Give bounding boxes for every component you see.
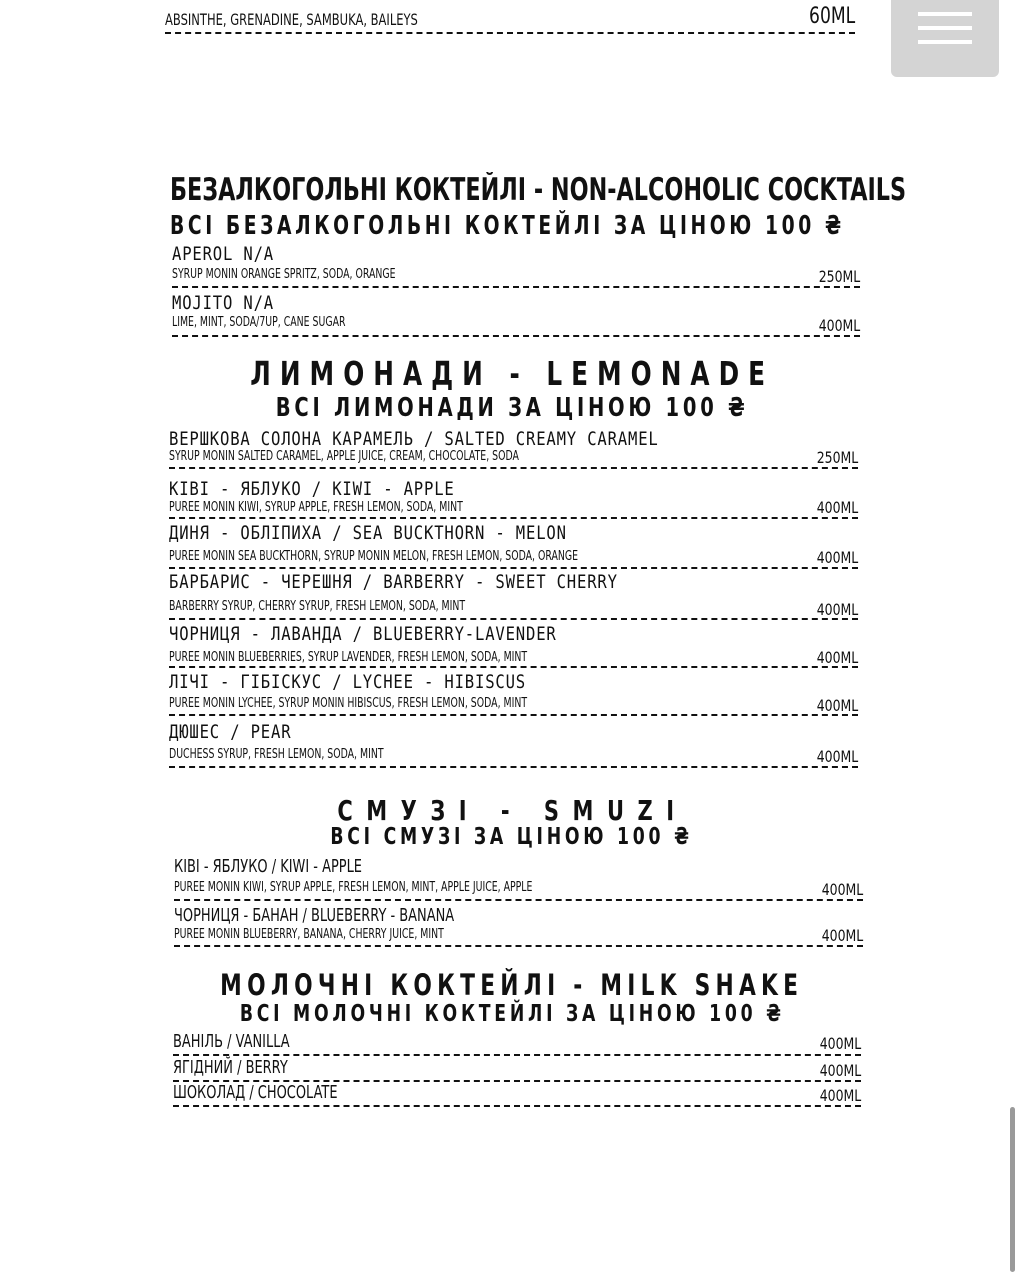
dashed-divider bbox=[165, 32, 855, 34]
item-description: PUREE MONIN SEA BUCKTHORN, SYRUP MONIN MELON, FRESH LEMON, SODA, ORANGE bbox=[169, 549, 579, 564]
item-description: LIME, MINT, SODA/7UP, CANE SUGAR bbox=[172, 315, 346, 330]
dashed-divider bbox=[174, 899, 863, 901]
item-name: ЯГІДНИЙ / BERRY bbox=[173, 1057, 288, 1078]
list-item bbox=[173, 1082, 861, 1108]
item-volume: 400ML bbox=[816, 498, 858, 517]
item-name: ШОКОЛАД / CHOCOLATE bbox=[173, 1082, 338, 1103]
list-item bbox=[169, 671, 858, 717]
section-subtitle: ВСІ МОЛОЧНІ КОКТЕЙЛІ ЗА ЦІНОЮ 100 ₴ bbox=[239, 1001, 785, 1027]
item-description: SYRUP MONIN SALTED CARAMEL, APPLE JUICE, CREAM, CHOCOLATE, SODA bbox=[169, 449, 519, 464]
dashed-divider bbox=[173, 1105, 861, 1107]
section-title: МОЛОЧНІ КОКТЕЙЛІ - MILK SHAKE bbox=[220, 968, 804, 1002]
item-volume: 400ML bbox=[819, 1061, 861, 1080]
item-description: SYRUP MONIN ORANGE SPRITZ, SODA, ORANGE bbox=[172, 267, 396, 282]
dashed-divider bbox=[173, 1054, 861, 1056]
item-name: ЧОРНИЦЯ - БАНАН / BLUEBERRY - BANANA bbox=[174, 905, 455, 926]
dashed-divider bbox=[169, 666, 858, 668]
item-volume: 400ML bbox=[821, 926, 863, 945]
list-item bbox=[174, 856, 863, 902]
item-volume: 400ML bbox=[818, 316, 860, 335]
list-item bbox=[169, 571, 858, 621]
item-description: BARBERRY SYRUP, CHERRY SYRUP, FRESH LEMON, SODA, MINT bbox=[169, 599, 466, 614]
list-item bbox=[169, 721, 858, 769]
section-title: ЛИМОНАДИ - LEMONADE bbox=[250, 354, 774, 393]
item-volume: 250ML bbox=[816, 448, 858, 467]
section-title: СМУЗІ - SMUZI bbox=[336, 794, 688, 827]
item-description: DUCHESS SYRUP, FRESH LEMON, SODA, MINT bbox=[169, 747, 384, 762]
item-name: ДИНЯ - ОБЛІПИХА / SEA BUCKTHORN - MELON bbox=[169, 522, 567, 544]
item-name: КІВІ - ЯБЛУКО / KIWI - APPLE bbox=[169, 478, 455, 500]
item-name: ЧОРНИЦЯ - ЛАВАНДА / BLUEBERRY-LAVENDER bbox=[169, 623, 557, 645]
item-description: PUREE MONIN BLUEBERRY, BANANA, CHERRY JUICE, MINT bbox=[174, 927, 444, 942]
menu-button[interactable] bbox=[891, 0, 999, 77]
item-name: КІВІ - ЯБЛУКО / KIWI - APPLE bbox=[174, 856, 362, 877]
item-volume: 400ML bbox=[816, 648, 858, 667]
item-description: ABSINTHE, GRENADINE, SAMBUKA, BAILEYS bbox=[165, 10, 418, 29]
list-item bbox=[169, 623, 858, 669]
item-description: PUREE MONIN LYCHEE, SYRUP MONIN HIBISCUS, FRESH LEMON, SODA, MINT bbox=[169, 696, 528, 711]
item-volume: 400ML bbox=[819, 1086, 861, 1105]
section-subtitle: ВСІ ЛИМОНАДИ ЗА ЦІНОЮ 100 ₴ bbox=[275, 393, 749, 423]
list-item bbox=[169, 428, 858, 470]
item-name: MOJITO N/A bbox=[172, 292, 275, 314]
item-name: APEROL N/A bbox=[172, 243, 275, 265]
item-description: PUREE MONIN KIWI, SYRUP APPLE, FRESH LEMON, MINT, APPLE JUICE, APPLE bbox=[174, 880, 533, 895]
item-volume: 60ML bbox=[808, 4, 855, 29]
item-volume: 400ML bbox=[816, 548, 858, 567]
scrollbar[interactable] bbox=[1010, 1107, 1015, 1272]
item-description: PUREE MONIN BLUEBERRIES, SYRUP LAVENDER, FRESH LEMON, SODA, MINT bbox=[169, 650, 528, 665]
item-volume: 250ML bbox=[818, 267, 860, 286]
list-item bbox=[169, 478, 858, 520]
item-volume: 400ML bbox=[816, 696, 858, 715]
dashed-divider bbox=[169, 467, 858, 469]
dashed-divider bbox=[169, 517, 858, 519]
dashed-divider bbox=[172, 286, 860, 288]
item-description: PUREE MONIN KIWI, SYRUP APPLE, FRESH LEMON, SODA, MINT bbox=[169, 500, 463, 515]
list-item bbox=[172, 243, 860, 289]
item-volume: 400ML bbox=[821, 880, 863, 899]
list-item bbox=[173, 1031, 861, 1057]
list-item bbox=[174, 905, 863, 947]
item-volume: 400ML bbox=[816, 600, 858, 619]
dashed-divider bbox=[169, 766, 858, 768]
dashed-divider bbox=[172, 335, 860, 337]
list-item bbox=[169, 522, 858, 570]
dashed-divider bbox=[169, 567, 858, 569]
item-name: ЛІЧІ - ГІБІСКУС / LYCHEE - HIBISCUS bbox=[169, 671, 527, 693]
item-name: ВЕРШКОВА СОЛОНА КАРАМЕЛЬ / SALTED CREAMY CARAMEL bbox=[169, 428, 659, 450]
section-subtitle: ВСІ СМУЗІ ЗА ЦІНОЮ 100 ₴ bbox=[330, 824, 694, 850]
list-item bbox=[173, 1057, 861, 1083]
item-name: ВАНІЛЬ / VANILLA bbox=[173, 1031, 290, 1052]
list-item bbox=[172, 292, 860, 338]
item-volume: 400ML bbox=[819, 1034, 861, 1053]
item-name: БАРБАРИС - ЧЕРЕШНЯ / BARBERRY - SWEET CHERRY bbox=[169, 571, 618, 593]
section-subtitle: ВСІ БЕЗАЛКОГОЛЬНІ КОКТЕЙЛІ ЗА ЦІНОЮ 100 ₴ bbox=[170, 211, 845, 241]
item-volume: 400ML bbox=[816, 747, 858, 766]
dashed-divider bbox=[169, 714, 858, 716]
dashed-divider bbox=[169, 618, 858, 620]
top-item-row bbox=[165, 0, 855, 36]
item-name: ДЮШЕС / PEAR bbox=[169, 721, 292, 743]
dashed-divider bbox=[174, 945, 863, 947]
section-title: БЕЗАЛКОГОЛЬНІ КОКТЕЙЛІ - NON-ALCOHOLIC COCKTAILS bbox=[170, 172, 907, 208]
